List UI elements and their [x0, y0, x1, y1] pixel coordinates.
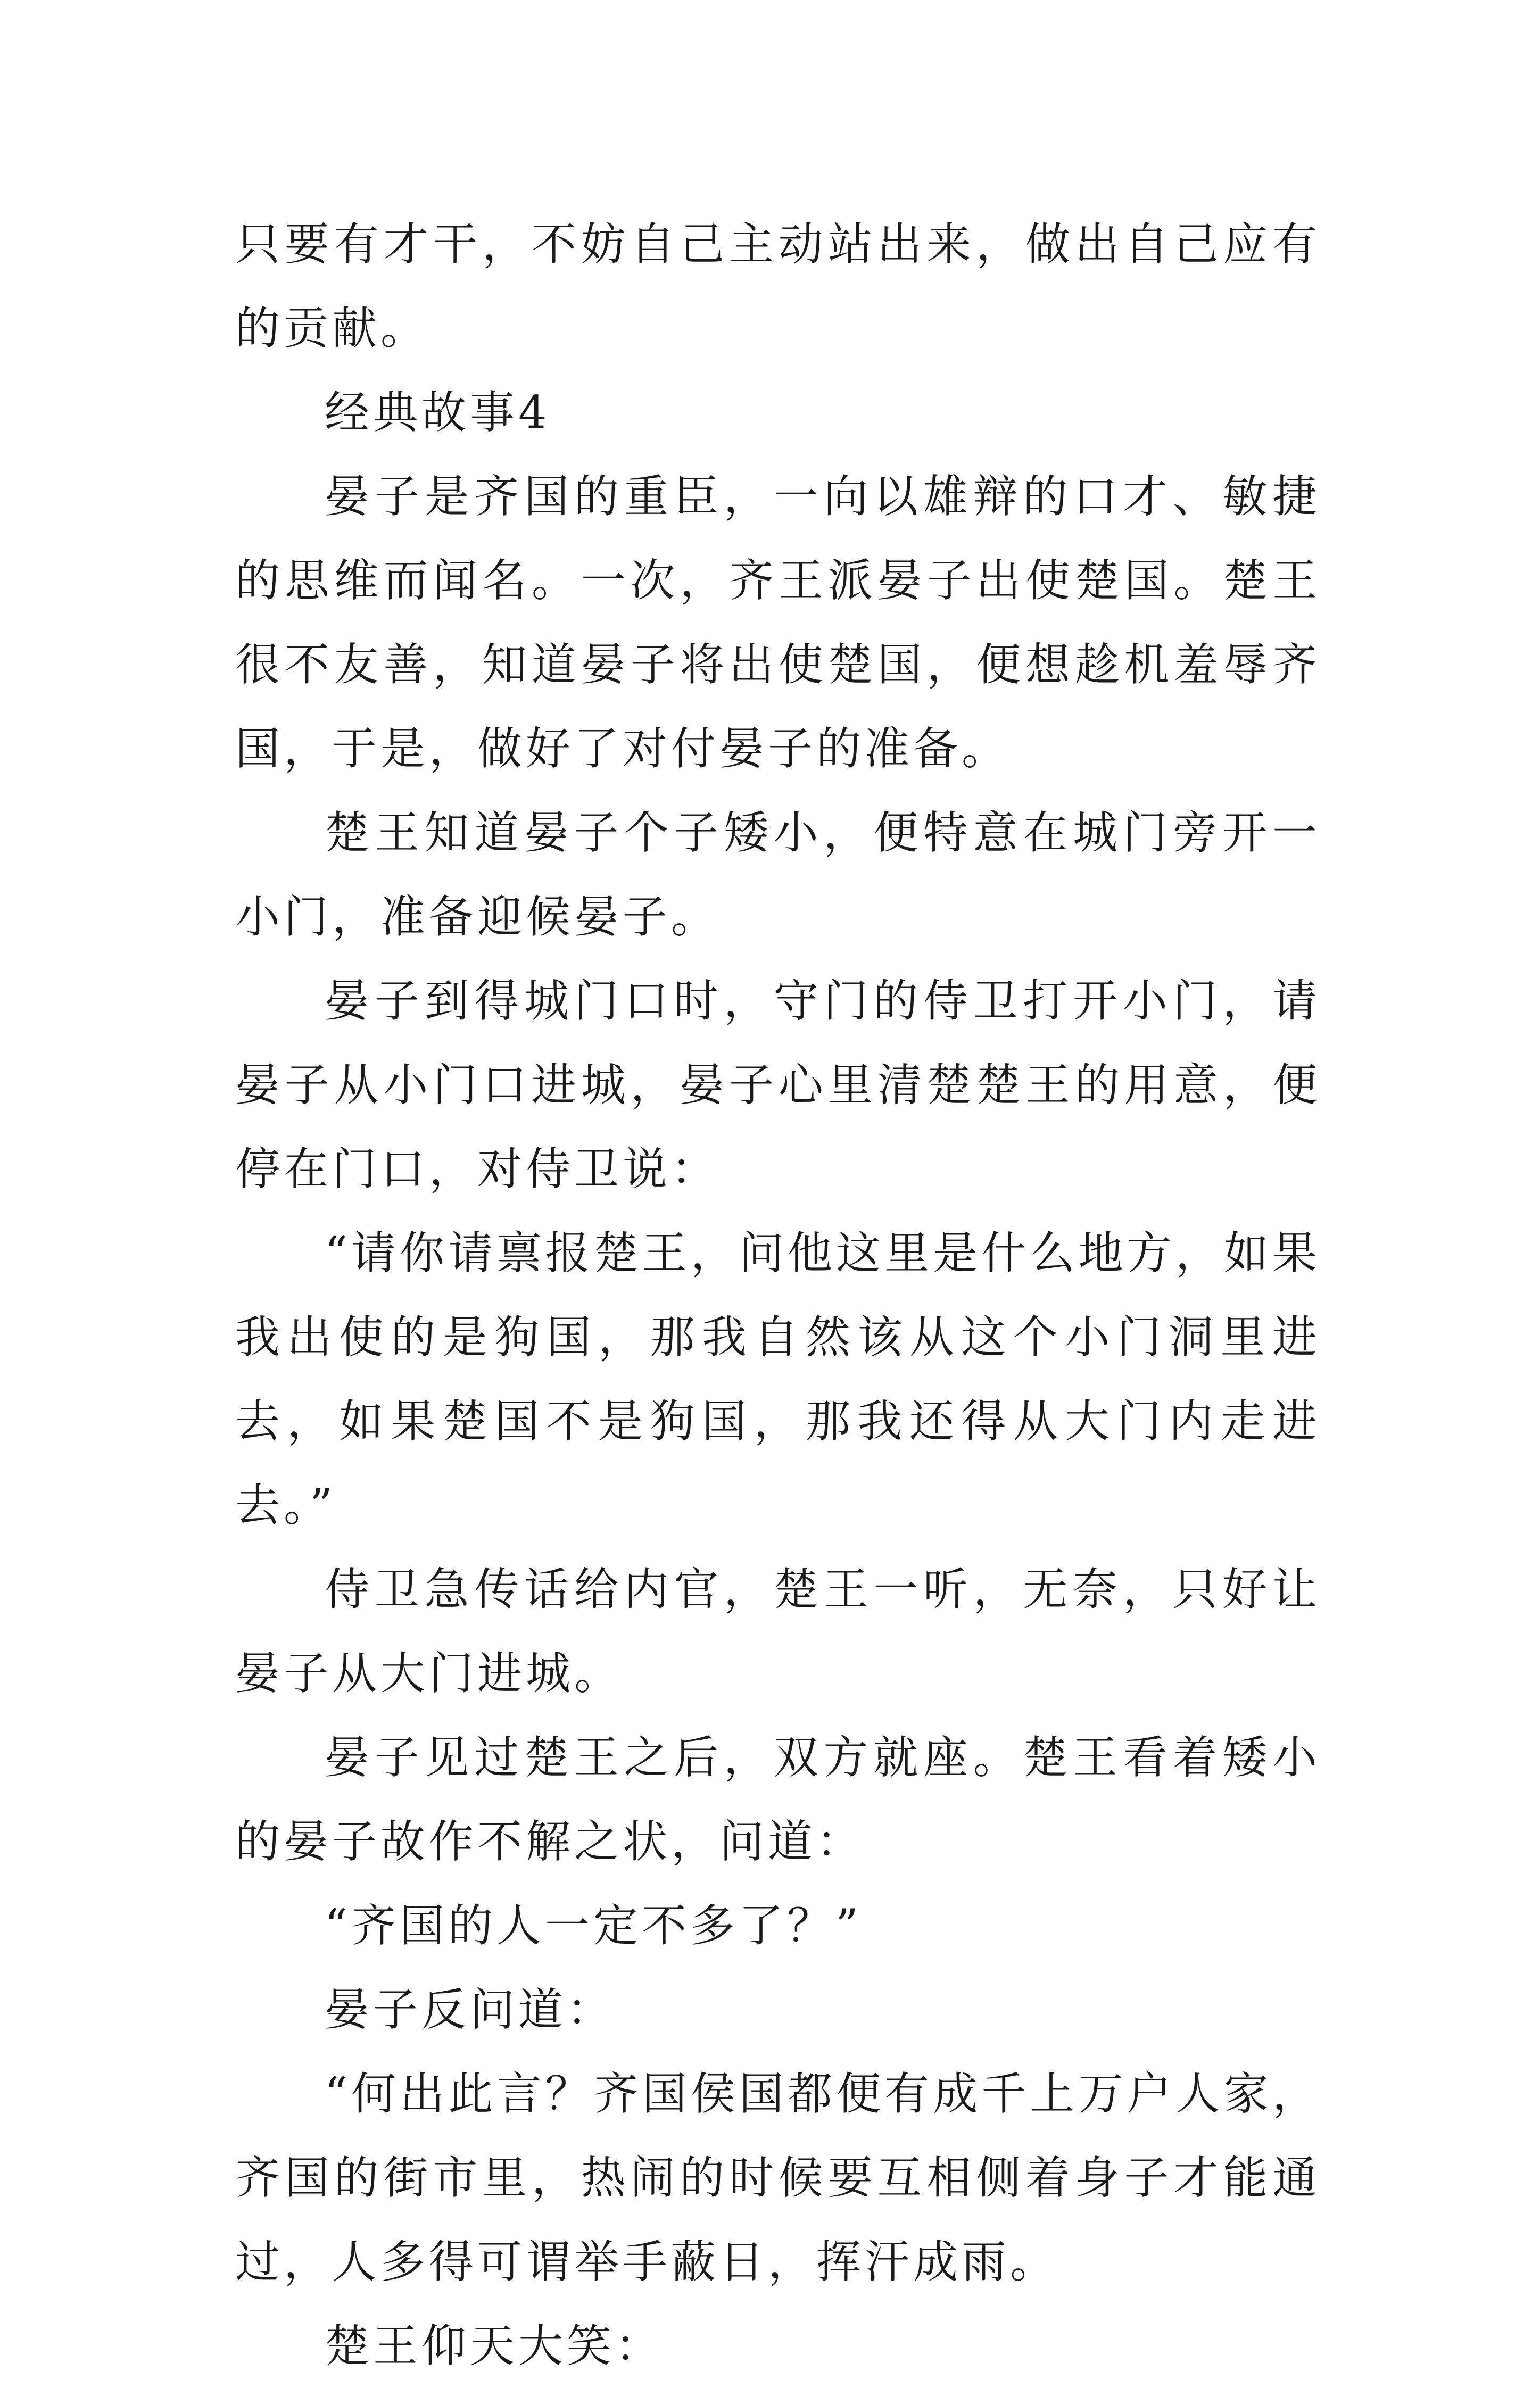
paragraph-3: 晏子是齐国的重臣，一向以雄辩的口才、敏捷的思维而闻名。一次，齐王派晏子出使楚国。楚王很不友善，知道晏子将出使楚国，便想趁机羞辱齐国，于是，做好了对付晏子的准备。: [235, 470, 1321, 775]
paragraph-1: 只要有才干，不妨自己主动站出来，做出自己应有的贡献。: [235, 218, 1321, 354]
paragraph-8: 晏子见过楚王之后，双方就座。楚王看着矮小的晏子故作不解之状，问道：: [235, 1731, 1321, 1868]
paragraph-6: “请你请禀报楚王，问他这里是什么地方，如果我出使的是狗国，那我自然该从这个小门洞里进去，如果楚国不是狗国，那我还得从大门内走进去。”: [235, 1227, 1321, 1531]
document-body: [235, 202, 1321, 2388]
paragraph-7: 侍卫急传话给内官，楚王一听，无奈，只好让晏子从大门进城。: [235, 1563, 1321, 1699]
section-heading: 经典故事4: [325, 386, 551, 438]
paragraph-10: 晏子反问道：: [325, 1984, 616, 2036]
paragraph-9: “齐国的人一定不多了？”: [325, 1900, 862, 1952]
paragraph-12: 楚王仰天大笑：: [325, 2320, 664, 2372]
paragraph-4: 楚王知道晏子个子矮小，便特意在城门旁开一小门，准备迎候晏子。: [235, 807, 1321, 943]
paragraph-5: 晏子到得城门口时，守门的侍卫打开小门，请晏子从小门口进城，晏子心里清楚楚王的用意，便停在门口，对侍卫说：: [235, 975, 1321, 1195]
paragraph-11: “何出此言？齐国侯国都便有成千上万户人家，齐国的街市里，热闹的时候要互相侧着身子才能通过，人多得可谓举手蔽日，挥汗成雨。: [235, 2068, 1321, 2288]
